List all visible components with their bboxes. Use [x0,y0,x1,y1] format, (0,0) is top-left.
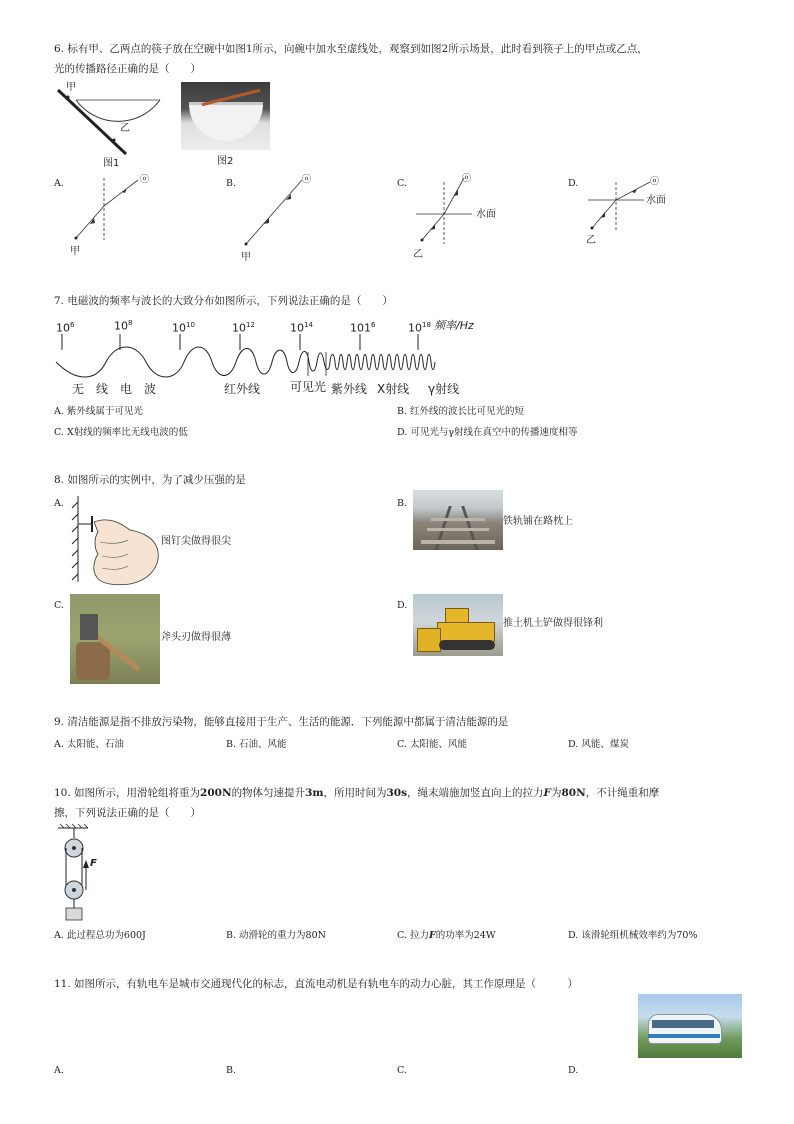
q8-option-d-letter[interactable]: D. [397,600,408,611]
q8-option-c-caption: 斧头刃做得很薄 [161,632,231,643]
q7-freq-unit: 频率/Hz [434,319,474,332]
q6-fig1-jia-label: 甲 [66,82,76,93]
q10-force-label: F [90,858,97,869]
q6-c-yi-label: 乙 [413,249,423,260]
q9-option-b[interactable]: B. 石油、风能 [226,739,287,750]
svg-text:ⓞ: ⓞ [140,175,150,185]
q7-freq-label-3: $10^{10}$ [172,321,195,335]
q8-option-b-railway-photo [413,490,503,550]
svg-text:ⓞ: ⓞ [302,175,312,185]
svg-text:ⓞ: ⓞ [462,174,472,184]
q11-option-d[interactable]: D. [568,1065,579,1076]
q7-band-visible: 可见光 [290,380,327,394]
q7-band-xray: X射线 [377,382,410,396]
q6-fig2-caption: 图2 [217,156,234,167]
q9-option-a[interactable]: A. 太阳能、石油 [54,739,124,750]
q11-option-b[interactable]: B. [226,1065,237,1076]
q6-option-d-diagram [584,172,684,262]
q6-c-water-label: 水面 [476,209,496,220]
q6-option-c-letter[interactable]: C. [397,178,407,189]
q7-band-gamma: γ射线 [428,382,460,396]
q6-option-b-letter[interactable]: B. [226,178,237,189]
q7-freq-label-2: $10^8$ [114,319,133,333]
q7-freq-label-6: $101^6$ [350,321,376,335]
q6-option-c-diagram [410,172,520,262]
q8-stem: 8. 如图所示的实例中，为了减少压强的是 [54,474,246,486]
q8-option-a-thumbtack-illustration [70,494,162,586]
svg-text:ⓞ: ⓞ [650,177,660,187]
q11-stem: 11. 如图所示，有轨电车是城市交通现代化的标志，直流电动机是有轨电车的动力心脏，其工作原理是（ ） [54,978,579,990]
q7-freq-label-1: $10^6$ [56,321,75,335]
q8-option-d-bulldozer-photo [413,594,503,656]
q10-stem-line2: 擦，下列说法正确的是（ ） [54,807,201,819]
q11-option-a[interactable]: A. [54,1065,64,1076]
q8-option-a-letter[interactable]: A. [54,498,64,509]
q7-option-c[interactable]: C. X射线的频率比无线电波的低 [54,427,188,438]
q6-a-jia-label: 甲 [70,246,80,257]
q6-option-b-diagram [236,172,336,262]
q11-tram-photo [638,994,742,1058]
q7-option-b[interactable]: B. 红外线的波长比可见光的短 [397,406,525,417]
q11-option-c[interactable]: C. [397,1065,407,1076]
q9-stem: 9. 清洁能源是指不排放污染物，能够直接用于生产、生活的能源．下列能源中都属于清洁能源的是 [54,716,509,728]
q10-option-c[interactable]: C. 拉力F的功率为24W [397,930,496,941]
q10-stem-line1: 10. 如图所示，用滑轮组将重为200N的物体匀速提升3m，所用时间为30s，绳末端施加竖直向上的拉力F为80N，不计绳重和摩 [54,787,660,799]
q7-option-d[interactable]: D. 可见光与γ射线在真空中的传播速度相等 [397,427,578,438]
q8-option-b-caption: 铁轨铺在路枕上 [503,516,573,527]
q7-option-a[interactable]: A. 紫外线属于可见光 [54,406,143,417]
q6-option-a-letter[interactable]: A. [54,178,64,189]
q8-option-c-axe-photo [70,594,160,684]
q8-option-c-letter[interactable]: C. [54,600,64,611]
q6-fig1-caption: 图1 [103,158,120,169]
q6-figure2-photo [181,82,270,150]
q6-option-d-letter[interactable]: D. [568,178,579,189]
q10-option-d[interactable]: D. 该滑轮组机械效率约为70% [568,930,698,941]
q6-stem-line1: 6. 标有甲、乙两点的筷子放在空碗中如图1所示，向碗中加水至虚线处，观察到如图2所示场景，此时看到筷子上的甲点或乙点， [54,43,648,55]
q8-option-a-caption: 图钉尖做得很尖 [161,536,231,547]
q6-d-yi-label: 乙 [586,235,596,246]
q7-em-wave-diagram [56,332,446,382]
q9-option-c[interactable]: C. 太阳能、风能 [397,739,467,750]
q8-option-d-caption: 推土机土铲做得很锋利 [503,618,603,629]
q6-fig1-yi-label: 乙 [120,123,130,134]
q9-option-d[interactable]: D. 风能、煤炭 [568,739,629,750]
q10-option-b[interactable]: B. 动滑轮的重力为80N [226,930,326,941]
q8-option-b-letter[interactable]: B. [397,498,408,509]
q7-freq-label-5: $10^{14}$ [290,321,313,335]
q6-d-water-label: 水面 [646,195,666,206]
q7-stem: 7. 电磁波的频率与波长的大致分布如图所示，下列说法正确的是（ ） [54,295,393,307]
q7-band-ultraviolet: 紫外线 [331,382,368,396]
q7-freq-label-7: $10^{18}$ [408,321,431,335]
q10-pulley-diagram [56,824,106,924]
q6-option-a-diagram [66,172,166,262]
q7-band-radio: 无 线 电 波 [72,382,157,396]
q7-band-infrared: 红外线 [224,382,261,396]
q10-option-a[interactable]: A. 此过程总功为600J [54,930,146,941]
q7-freq-label-4: $10^{12}$ [232,321,255,335]
q6-b-jia-label: 甲 [241,252,251,263]
q6-stem-line2: 光的传播路径正确的是（ ） [54,63,201,75]
